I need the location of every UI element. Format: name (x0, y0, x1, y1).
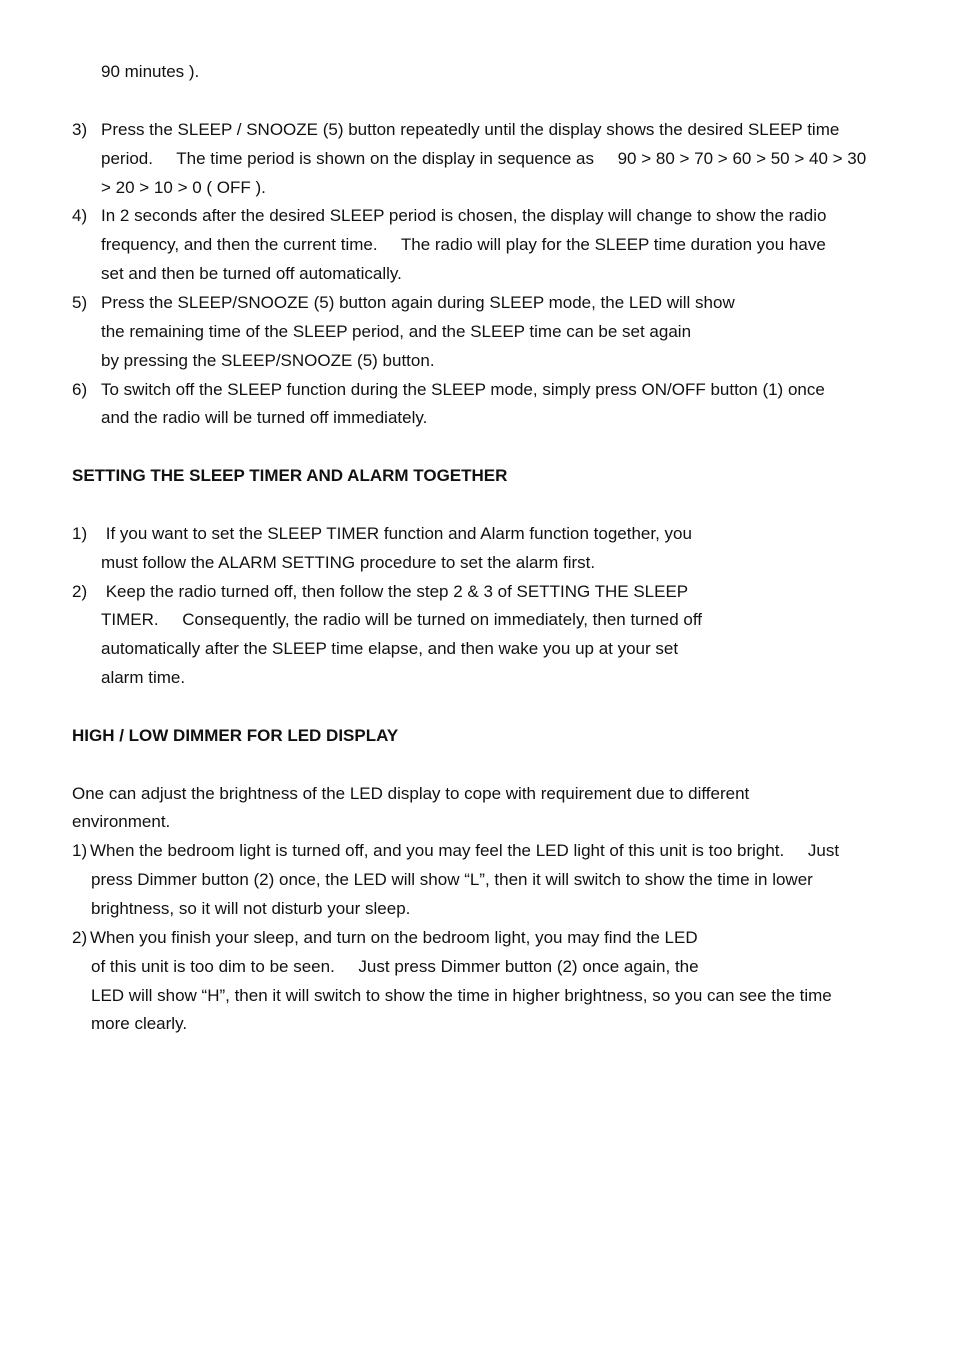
step-text-line: > 20 > 10 > 0 ( OFF ). (101, 178, 266, 197)
step-number: 1) (72, 524, 88, 543)
step-text-line: When the bedroom light is turned off, and you may feel the LED light of this unit is too bright. Just (90, 841, 840, 860)
step-text-line: Keep the radio turned off, then follow the step 2 & 3 of SETTING THE SLEEP (101, 582, 689, 601)
step-number: 2) (72, 582, 88, 601)
step-text-line: press Dimmer button (2) once, the LED will show “L”, then it will switch to show the time in lower (91, 870, 813, 889)
step-text-line: more clearly. (91, 1014, 188, 1033)
step-number: 5) (72, 293, 88, 312)
step-text-line: set and then be turned off automatically. (101, 264, 402, 283)
step-text-line: If you want to set the SLEEP TIMER function and Alarm function together, you (101, 524, 692, 543)
step-text-line: by pressing the SLEEP/SNOOZE (5) button. (101, 351, 435, 370)
step-text-line: When you finish your sleep, and turn on the bedroom light, you may find the LED (90, 928, 698, 947)
intro-continuation: 90 minutes ). (101, 62, 200, 81)
step-text-line: the remaining time of the SLEEP period, and the SLEEP time can be set again (101, 322, 692, 341)
dimmer-intro-line: environment. (72, 812, 171, 831)
step-text-line: and the radio will be turned off immediately. (101, 408, 428, 427)
step-text-line: of this unit is too dim to be seen. Just press Dimmer button (2) once again, the (91, 957, 699, 976)
step-number: 2) (72, 928, 88, 947)
step-number: 6) (72, 380, 88, 399)
section-heading-dimmer: HIGH / LOW DIMMER FOR LED DISPLAY (72, 726, 399, 745)
step-text-line: To switch off the SLEEP function during the SLEEP mode, simply press ON/OFF button (1) once (101, 380, 825, 399)
step-text-line: brightness, so it will not disturb your sleep. (91, 899, 411, 918)
step-text-line: In 2 seconds after the desired SLEEP period is chosen, the display will change to show the radio (101, 206, 827, 225)
step-text-line: Press the SLEEP / SNOOZE (5) button repeatedly until the display shows the desired SLEEP time (101, 120, 840, 139)
step-text-line: frequency, and then the current time. The radio will play for the SLEEP time duration you have (101, 235, 826, 254)
step-text-line: must follow the ALARM SETTING procedure to set the alarm first. (101, 553, 596, 572)
step-text-line: alarm time. (101, 668, 186, 687)
step-text-line: TIMER. Consequently, the radio will be turned on immediately, then turned off (101, 610, 702, 629)
step-text-line: automatically after the SLEEP time elapse, and then wake you up at your set (101, 639, 679, 658)
dimmer-intro-line: One can adjust the brightness of the LED display to cope with requirement due to different (72, 784, 750, 803)
step-number: 1) (72, 841, 88, 860)
section-heading-sleep-alarm: SETTING THE SLEEP TIMER AND ALARM TOGETHER (72, 466, 508, 485)
step-text-line: period. The time period is shown on the display in sequence as 90 > 80 > 70 > 60 > 50 > 40 > 30 (101, 149, 867, 168)
step-text-line: LED will show “H”, then it will switch to show the time in higher brightness, so you can see the time (91, 986, 832, 1005)
step-text-line: Press the SLEEP/SNOOZE (5) button again during SLEEP mode, the LED will show (101, 293, 735, 312)
step-number: 3) (72, 120, 88, 139)
step-number: 4) (72, 206, 88, 225)
